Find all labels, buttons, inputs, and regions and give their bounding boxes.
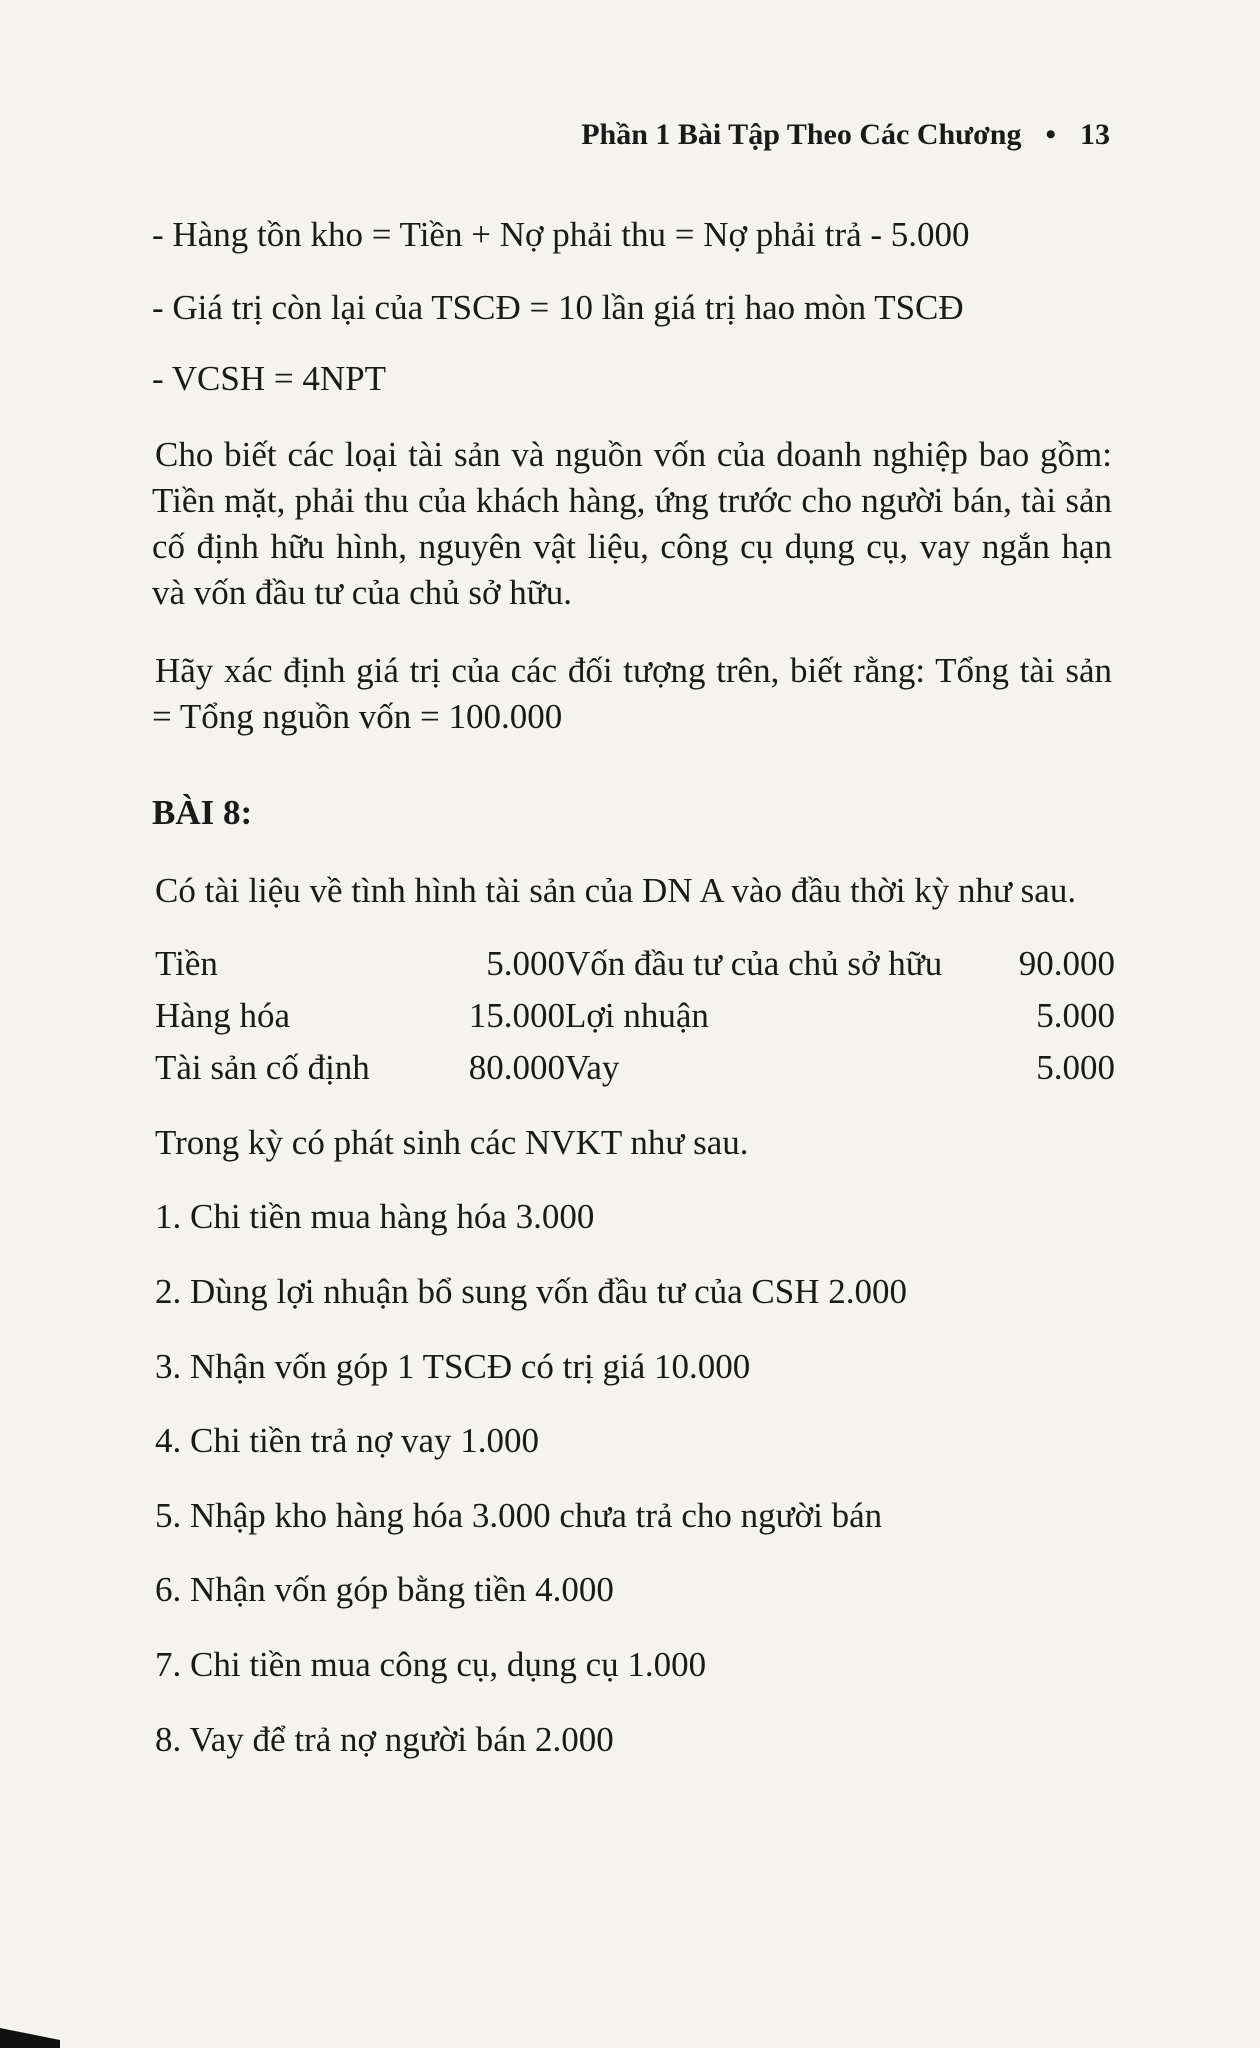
transaction-item: 5. Nhập kho hàng hóa 3.000 chưa trả cho người bán bbox=[155, 1496, 883, 1535]
asset-value: 15.000 bbox=[468, 996, 565, 1035]
source-name: Vốn đầu tư của chủ sở hữu bbox=[565, 944, 943, 983]
source-value: 5.000 bbox=[1036, 1048, 1115, 1087]
source-name: Lợi nhuận bbox=[565, 996, 709, 1035]
opening-balance-table bbox=[155, 938, 1115, 1094]
transaction-item: 7. Chi tiền mua công cụ, dụng cụ 1.000 bbox=[155, 1645, 707, 1684]
transaction-item: 1. Chi tiền mua hàng hóa 3.000 bbox=[155, 1197, 595, 1236]
source-value: 90.000 bbox=[1018, 944, 1115, 983]
transaction-item: 8. Vay để trả nợ người bán 2.000 bbox=[155, 1720, 614, 1759]
source-value: 5.000 bbox=[1036, 996, 1115, 1035]
asset-name: Tài sản cố định bbox=[155, 1048, 370, 1087]
condition-line: - Hàng tồn kho = Tiền + Nợ phải thu = Nợ phải trả - 5.000 bbox=[152, 215, 970, 254]
transaction-item: 3. Nhận vốn góp 1 TSCĐ có trị giá 10.000 bbox=[155, 1347, 751, 1386]
asset-value: 5.000 bbox=[486, 944, 565, 983]
page-number: 13 bbox=[1080, 118, 1110, 151]
header-bullet: • bbox=[1045, 118, 1056, 151]
table-row bbox=[155, 1042, 1115, 1094]
exercise-title: BÀI 8: bbox=[152, 793, 253, 832]
transactions-intro: Trong kỳ có phát sinh các NVKT như sau. bbox=[155, 1123, 749, 1162]
table-row bbox=[155, 990, 1115, 1042]
asset-name: Tiền bbox=[155, 944, 218, 983]
condition-line: - VCSH = 4NPT bbox=[152, 359, 386, 398]
part-title: Phần 1 Bài Tập Theo Các Chương bbox=[581, 118, 1022, 151]
condition-line: - Giá trị còn lại của TSCĐ = 10 lần giá trị hao mòn TSCĐ bbox=[152, 288, 964, 327]
table-row bbox=[155, 938, 1115, 990]
page-edge-shadow bbox=[0, 2028, 60, 2048]
paragraph-asset-types: Cho biết các loại tài sản và nguồn vốn của doanh nghiệp bao gồm: Tiền mặt, phải thu của khách hàng, ứng trước cho người bán, tài sản cố định hữu hình, nguyên vật liệu, công cụ dụng cụ, vay ngắn hạn và vốn đầu tư của chủ sở hữu. bbox=[152, 435, 1112, 612]
transaction-item: 6. Nhận vốn góp bằng tiền 4.000 bbox=[155, 1570, 614, 1609]
exercise-intro: Có tài liệu về tình hình tài sản của DN A vào đầu thời kỳ như sau. bbox=[155, 871, 1077, 910]
source-name: Vay bbox=[565, 1048, 620, 1087]
transaction-item: 2. Dùng lợi nhuận bổ sung vốn đầu tư của CSH 2.000 bbox=[155, 1272, 908, 1311]
paragraph-task: Hãy xác định giá trị của các đối tượng trên, biết rằng: Tổng tài sản = Tổng nguồn vốn = 100.000 bbox=[152, 651, 1112, 736]
asset-value: 80.000 bbox=[468, 1048, 565, 1087]
asset-name: Hàng hóa bbox=[155, 996, 291, 1035]
page-header bbox=[581, 118, 1110, 152]
transaction-item: 4. Chi tiền trả nợ vay 1.000 bbox=[155, 1421, 540, 1460]
